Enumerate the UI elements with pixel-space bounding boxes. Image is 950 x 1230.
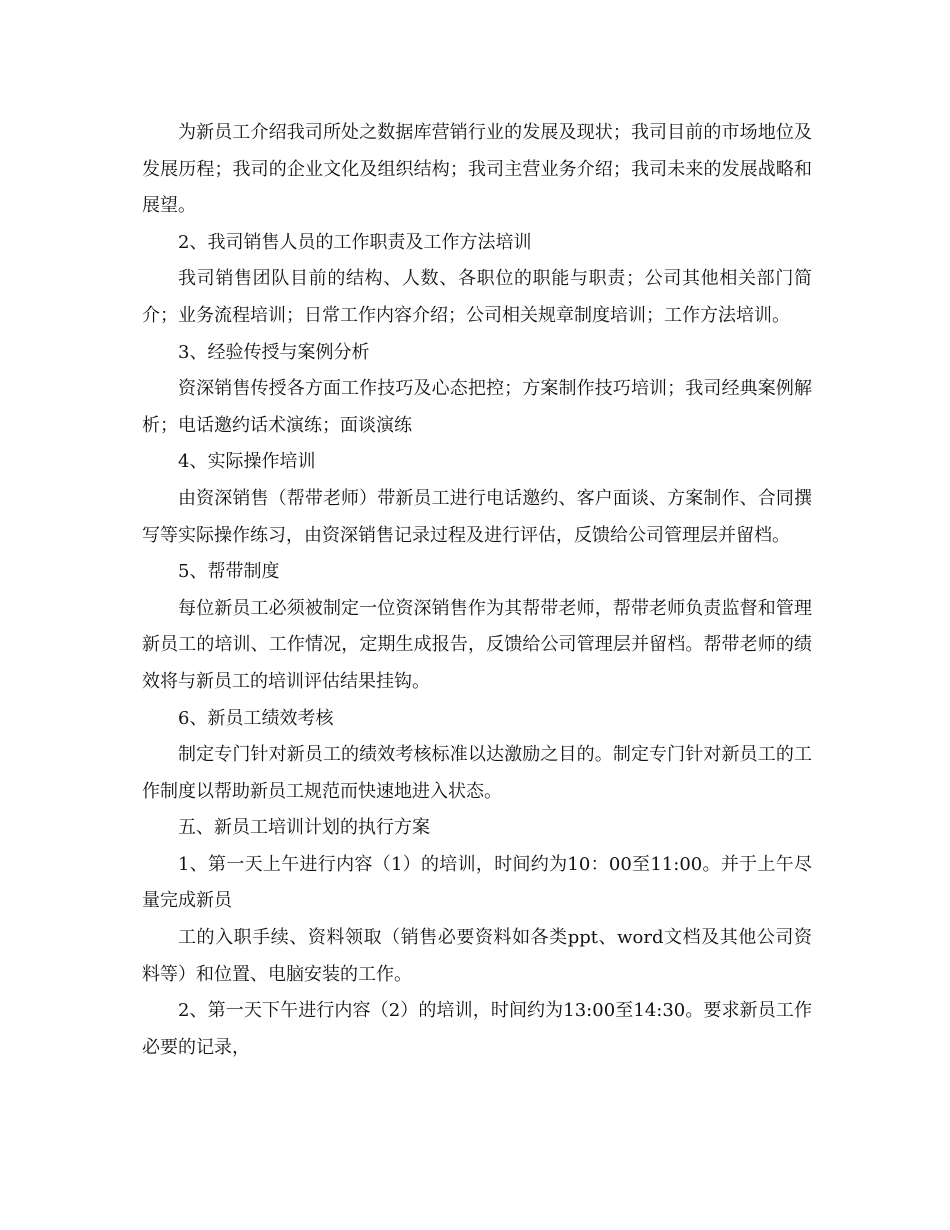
paragraph-sales-duties-details: 我司销售团队目前的结构、人数、各职位的职能与职责；公司其他相关部门简介；业务流程培训；日常工作内容介绍；公司相关规章制度培训；工作方法培训。 [142, 268, 812, 326]
heading-execution-plan: 五、新员工培训计划的执行方案 [178, 817, 430, 839]
paragraph-practical-details: 由资深销售（帮带老师）带新员工进行电话邀约、客户面谈、方案制作、合同撰写等实际操作练习，由资深销售记录过程及进行评估，反馈给公司管理层并留档。 [142, 487, 812, 546]
paragraph-performance-details: 制定专门针对新员工的绩效考核标准以达激励之目的。制定专门针对新员工的工作制度以帮助新员工规范而快速地进入状态。 [142, 744, 812, 802]
paragraph-mentoring-details: 每位新员工必须被制定一位资深销售作为其帮带老师，帮带老师负责监督和管理新员工的培训、工作情况，定期生成报告，反馈给公司管理层并留档。帮带老师的绩效将与新员工的培训评估结果挂钩。 [142, 597, 812, 692]
paragraph-company-intro: 为新员工介绍我司所处之数据库营销行业的发展及现状；我司目前的市场地位及发展历程；我司的企业文化及组织结构；我司主营业务介绍；我司未来的发展战略和展望。 [142, 122, 812, 217]
heading-sales-duties-training: 2、我司销售人员的工作职责及工作方法培训 [178, 231, 532, 253]
heading-experience-case-analysis: 3、经验传授与案例分析 [178, 341, 370, 363]
heading-mentoring-system: 5、帮带制度 [178, 561, 280, 583]
paragraph-day1-afternoon: 2、第一天下午进行内容（2）的培训，时间约为13:00至14:30。要求新员工作必要的记录， [142, 1000, 812, 1058]
paragraph-day1-onboarding: 工的入职手续、资料领取（销售必要资料如各类ppt、word文档及其他公司资料等）和位置、电脑安装的工作。 [142, 927, 812, 985]
paragraph-day1-morning: 1、第一天上午进行内容（1）的培训，时间约为10：00至11:00。并于上午尽量完成新员 [142, 853, 812, 912]
heading-performance-assessment: 6、新员工绩效考核 [178, 707, 334, 729]
heading-practical-training: 4、实际操作培训 [178, 451, 316, 473]
paragraph-experience-details: 资深销售传授各方面工作技巧及心态把控；方案制作技巧培训；我司经典案例解析；电话邀约话术演练；面谈演练 [142, 378, 812, 436]
document-body [142, 115, 812, 1066]
